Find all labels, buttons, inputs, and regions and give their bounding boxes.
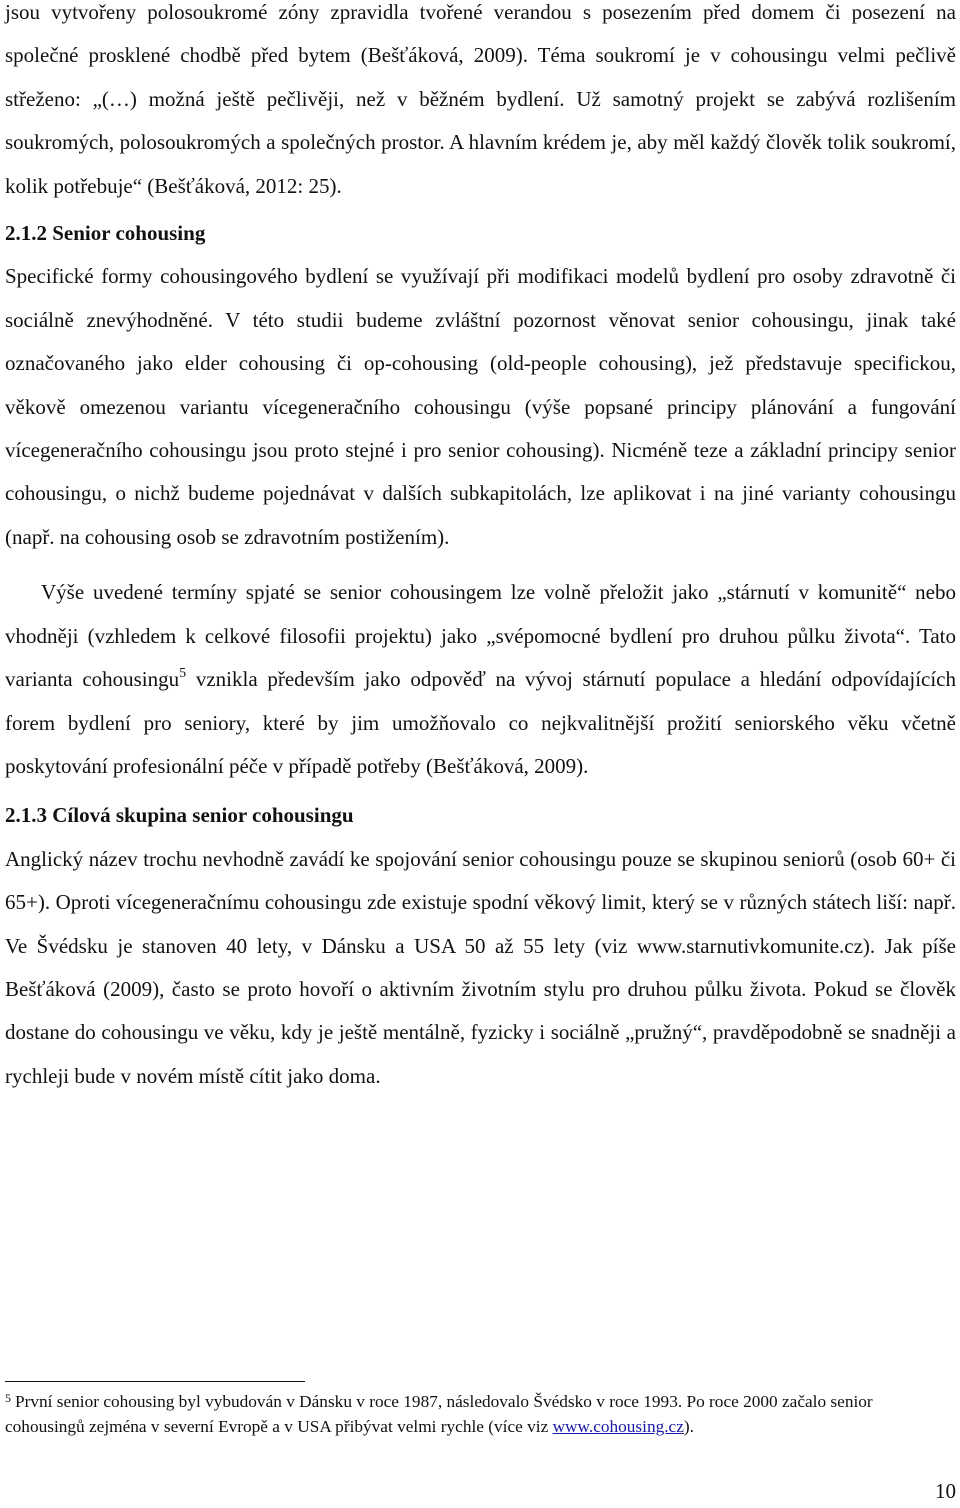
paragraph-terms-start: Výše uvedené termíny spjaté se senior cohousingem lze volně přeložit jako „stárnutí v komunitě“ nebo vhodněji (vzhledem k celkové filosofii projektu) jako „svépomocné bydlení pro druhou půlku života“. Tato varianta cohousingu (5, 580, 956, 692)
page-number: 10 (935, 1479, 956, 1503)
paragraph-terms-end: vznikla především jako odpověď na vývoj stárnutí populace a hledání odpovídajících forem bydlení pro seniory, které by jim umožňovalo co nejkvalitnější prožití seniorského věku včetně poskytování profesionální péče v případě potřeby (Bešťáková, 2009). (5, 667, 957, 778)
paragraph-terms (5, 571, 956, 788)
footnote-link[interactable]: www.cohousing.cz (552, 1417, 684, 1436)
paragraph-senior-cohousing: Specifické formy cohousingového bydlení se využívají při modifikaci modelů bydlení pro osoby zdravotně či sociálně znevýhodněné. V této studii budeme zvláštní pozornost věnovat senior cohousingu, jinak také označovaného jako elder cohousing či op-cohousing (old-people cohousing), jež představuje specifickou, věkově omezenou variantu vícegeneračního cohousingu (výše popsané principy plánování a fungování vícegeneračního cohousingu jsou proto stejné i pro senior cohousing). Nicméně teze a základní principy senior cohousingu, o nichž budeme pojednávat v dalších subkapitolách, lze aplikovat i na jiné varianty cohousingu (např. na cohousing osob se zdravotním postižením). (5, 264, 956, 549)
paragraph-target-group: Anglický název trochu nevhodně zavádí ke spojování senior cohousingu pouze se skupinou seniorů (osob 60+ či 65+). Oproti vícegeneračnímu cohousingu zde existuje spodní věkový limit, který se v různých státech liší: např. Ve Švédsku je stanoven 40 lety, v Dánsku a USA 50 až 55 lety (viz www.starnutivkomunite.cz). Jak píše Bešťáková (2009), často se proto hovoří o aktivním životním stylu pro druhou půlku života. Pokud se člověk dostane do cohousingu ve věku, kdy je ještě mentálně, fyzicky i sociálně „pružný“, pravděpodobně se snadněji a rychleji bude v novém místě cítit jako doma. (5, 846, 956, 1088)
footnote-text: První senior cohousing byl vybudován v Dánsku v roce 1987, následovalo Švédsko v roce 1993. Po roce 2000 začalo senior cohousingů zejména v severní Evropě a v USA přibývat velmi rychle (více viz (5, 1392, 873, 1436)
footnote-reference[interactable]: 5 (179, 666, 187, 682)
footnote (5, 1389, 956, 1439)
heading-senior-cohousing: 2.1.2 Senior cohousing (5, 221, 206, 246)
footnote-marker: 5 (5, 1391, 11, 1405)
paragraph-privacy: jsou vytvořeny polosoukromé zóny zpravidla tvořené verandou s posezením před domem či posezení na společné prosklené chodbě před bytem (Bešťáková, 2009). Téma soukromí je v cohousingu velmi pečlivě střeženo: „(…) možná ještě pečlivěji, než v běžném bydlení. Už samotný projekt se zabývá rozlišením soukromých, polosoukromých a společných prostor. A hlavním krédem je, aby měl každý člověk tolik soukromí, kolik potřebuje“ (Bešťáková, 2012: 25). (5, 0, 956, 198)
footnote-suffix: ). (683, 1417, 694, 1436)
heading-target-group: 2.1.3 Cílová skupina senior cohousingu (5, 803, 354, 828)
document-page (5, 0, 956, 1098)
footnote-separator (5, 1381, 305, 1382)
